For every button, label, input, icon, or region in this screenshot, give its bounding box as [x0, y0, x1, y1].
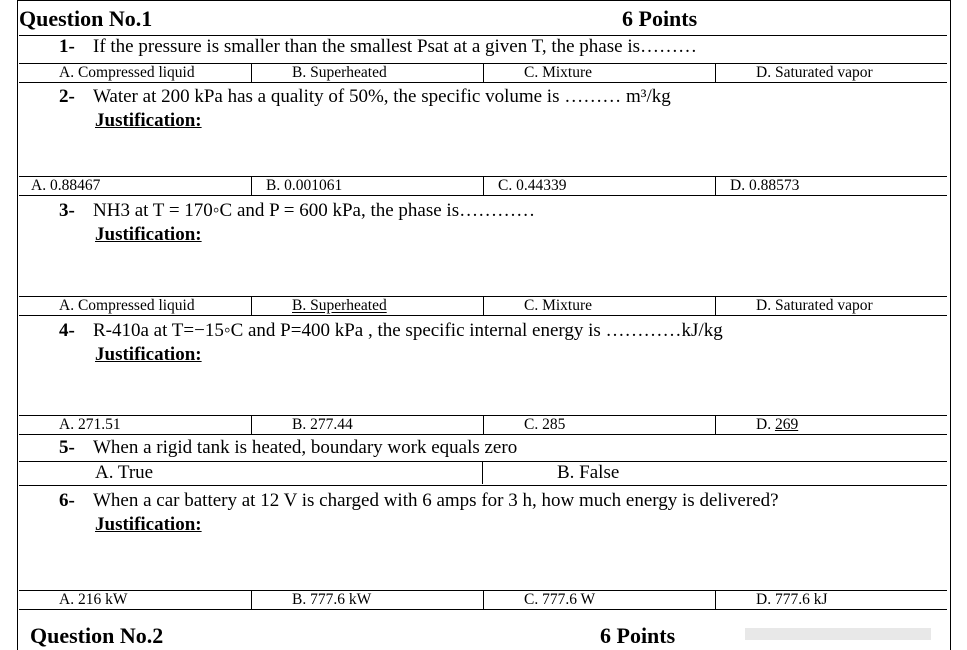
q4-row	[19, 316, 947, 366]
next-question-title: Question No.2	[30, 623, 164, 648]
q3-number: 3-	[59, 200, 75, 221]
q5-option-false[interactable]: B. False	[557, 462, 620, 483]
q2-option-a[interactable]: A. 0.88467	[19, 177, 252, 195]
q5-options	[19, 461, 947, 484]
q3-text: NH3 at T = 170◦C and P = 600 kPa, the phase is…………	[93, 200, 536, 221]
q4-justification-label: Justification:	[95, 344, 202, 365]
q6-option-d[interactable]: D. 777.6 kJ	[756, 591, 828, 608]
q5-text: When a rigid tank is heated, boundary work equals zero	[93, 437, 518, 458]
q2-justification-label: Justification:	[95, 110, 202, 131]
q1-number: 1-	[59, 36, 75, 57]
q6-row	[19, 485, 947, 536]
q2-number: 2-	[59, 86, 75, 107]
q5-number: 5-	[59, 437, 75, 458]
q3-row	[19, 196, 947, 246]
q4-option-d-label: D. 269	[756, 416, 799, 433]
q3-option-c[interactable]: C. Mixture	[484, 297, 716, 315]
q4-option-a[interactable]: A. 271.51	[19, 416, 252, 434]
q5-option-true[interactable]: A. True	[19, 462, 483, 484]
question-title: Question No.1	[19, 6, 153, 31]
q1-row	[19, 35, 947, 58]
q1-option-b[interactable]: B. Superheated	[252, 64, 484, 82]
question-points: 6 Points	[622, 6, 698, 31]
q4-option-d[interactable]	[716, 416, 947, 434]
scan-gray-patch	[745, 628, 931, 640]
q5-row	[19, 435, 947, 459]
q3-options	[19, 296, 947, 316]
q2-option-c[interactable]: C. 0.44339	[484, 177, 716, 195]
q4-option-b[interactable]: B. 277.44	[252, 416, 484, 434]
q1-option-d[interactable]: D. Saturated vapor	[756, 64, 873, 81]
q1-text: If the pressure is smaller than the smallest Psat at a given T, the phase is………	[93, 36, 697, 57]
q1-option-a[interactable]: A. Compressed liquid	[19, 64, 252, 82]
q4-options	[19, 415, 947, 435]
q4-text: R-410a at T=−15◦C and P=400 kPa , the specific internal energy is …………kJ/kg	[93, 320, 723, 341]
q4-number: 4-	[59, 320, 75, 341]
q2-option-b[interactable]: B. 0.001061	[252, 177, 484, 195]
q1-option-c[interactable]: C. Mixture	[484, 64, 716, 82]
q2-text: Water at 200 kPa has a quality of 50%, the specific volume is ……… m³/kg	[93, 86, 671, 107]
q6-options	[19, 590, 947, 610]
q2-row	[19, 83, 947, 132]
q3-option-d[interactable]: D. Saturated vapor	[756, 297, 873, 314]
q6-justification-label: Justification:	[95, 514, 202, 535]
q6-option-c[interactable]: C. 777.6 W	[484, 591, 716, 609]
q3-justification-label: Justification:	[95, 224, 202, 245]
q4-option-c[interactable]: C. 285	[484, 416, 716, 434]
q6-text: When a car battery at 12 V is charged with 6 amps for 3 h, how much energy is delivered?	[93, 490, 779, 511]
q2-option-d[interactable]: D. 0.88573	[730, 177, 800, 194]
q6-option-b[interactable]: B. 777.6 kW	[252, 591, 484, 609]
q3-option-b-label: B. Superheated	[292, 297, 387, 314]
q2-options	[19, 176, 947, 196]
q3-option-a[interactable]: A. Compressed liquid	[19, 297, 252, 315]
q6-option-a[interactable]: A. 216 kW	[19, 591, 252, 609]
q4-option-d-value: 269	[774, 416, 799, 433]
q6-number: 6-	[59, 490, 75, 511]
next-question-points: 6 Points	[600, 623, 676, 648]
q3-option-b[interactable]	[252, 297, 484, 315]
q1-options	[19, 63, 947, 83]
